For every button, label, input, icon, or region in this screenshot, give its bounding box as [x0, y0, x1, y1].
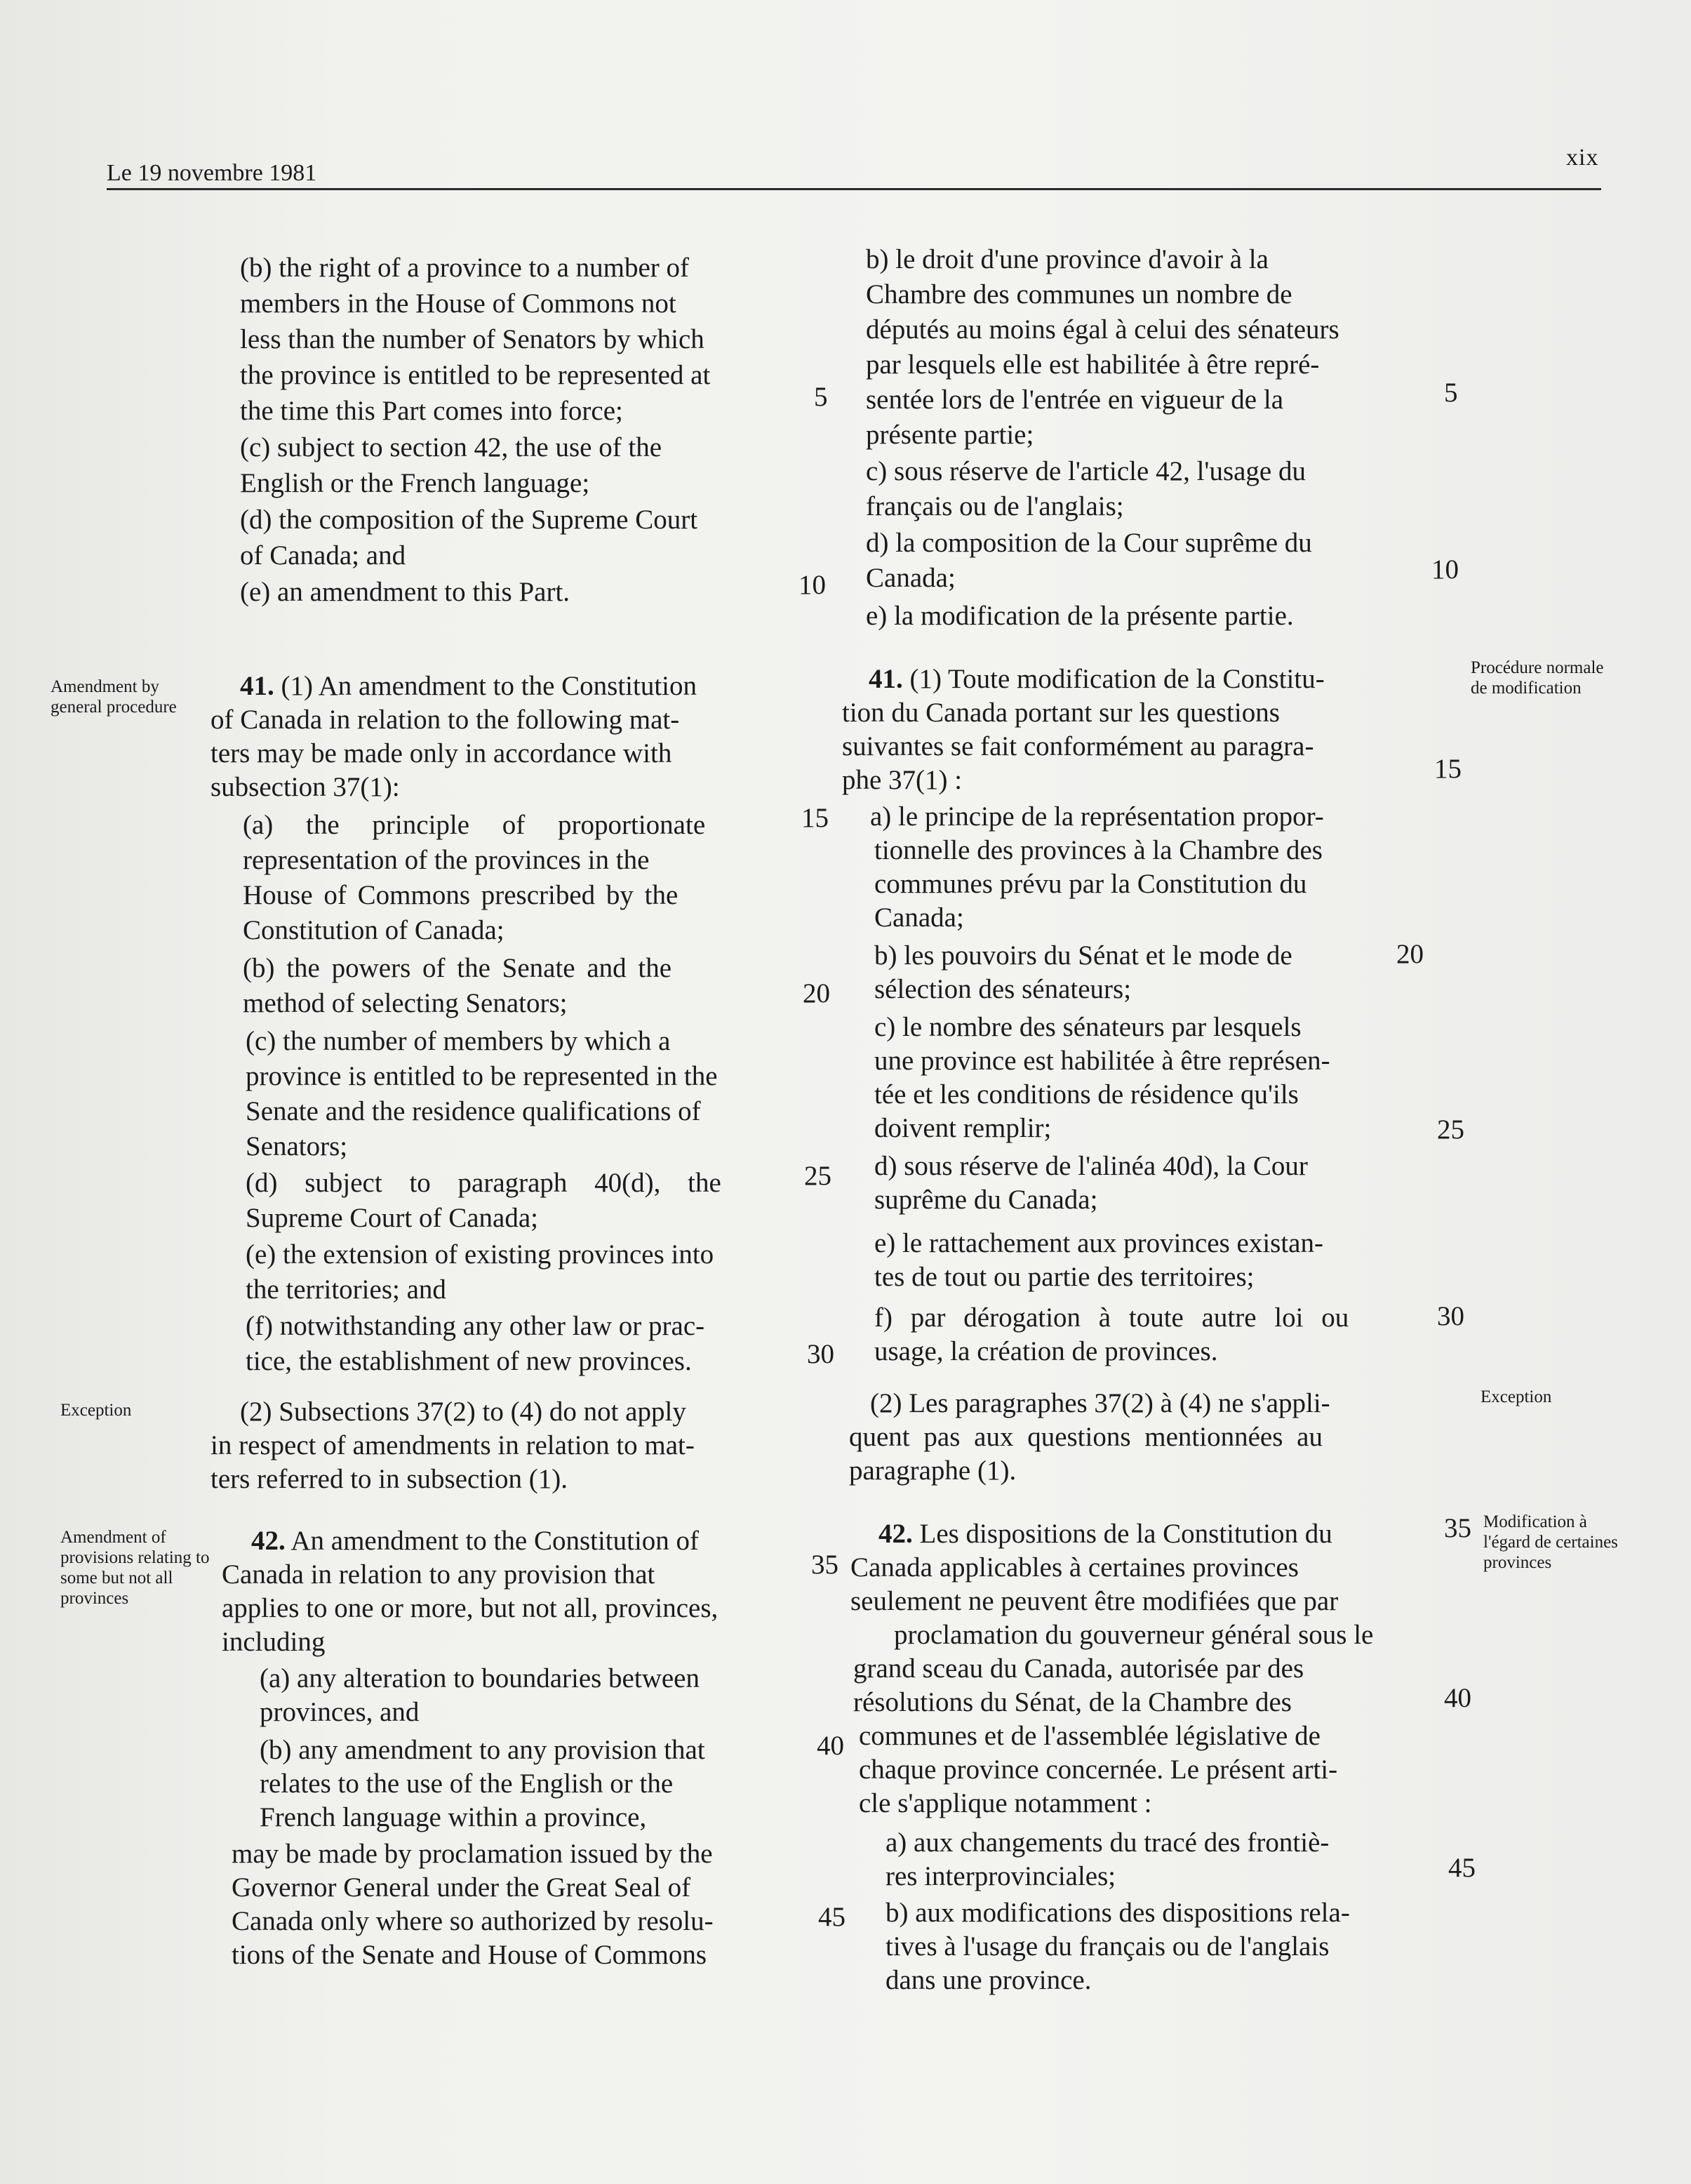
text-line: (d) the composition of the Supreme Court: [240, 505, 698, 535]
text-line: résolutions du Sénat, de la Chambre des: [853, 1687, 1292, 1717]
margin-note-some-provinces: Amendment of provisions relating to some but not all provinces: [60, 1528, 210, 1608]
text-line: members in the House of Commons not: [240, 288, 676, 319]
line-number-fr: 30: [1437, 1301, 1464, 1331]
text-line: the time this Part comes into force;: [240, 396, 623, 426]
text-line: e) la modification de la présente partie.: [866, 601, 1294, 631]
text-line: tes de tout ou partie des territoires;: [874, 1262, 1255, 1292]
text-line: (1) An amendment to the Constitution: [281, 671, 697, 701]
text-line: doivent remplir;: [874, 1113, 1052, 1143]
text-line: français ou de l'anglais;: [866, 491, 1124, 521]
text-line: suprême du Canada;: [874, 1185, 1098, 1215]
line-number-fr: 20: [1396, 939, 1424, 969]
text-line: chaque province concernée. Le présent arti-: [859, 1754, 1338, 1785]
text-line: Canada in relation to any provision that: [222, 1559, 655, 1590]
line-number-en: 35: [811, 1550, 838, 1580]
header-page-number: xix: [1566, 145, 1599, 171]
header-date: Le 19 novembre 1981: [107, 160, 317, 186]
text-line: method of selecting Senators;: [243, 988, 568, 1018]
text-line: (1) Toute modification de la Constitu-: [909, 664, 1325, 694]
line-number-fr: 5: [1444, 378, 1458, 408]
text-line: Senators;: [246, 1131, 348, 1161]
text-line: dans une province.: [885, 1965, 1092, 1995]
text-line: Senate and the residence qualifications of: [246, 1096, 701, 1126]
section-number-42: 42.: [251, 1526, 286, 1556]
text-line: (b) any amendment to any provision that: [260, 1735, 705, 1765]
text-line: présente partie;: [866, 420, 1034, 450]
text-line: seulement ne peuvent être modifiées que par: [850, 1586, 1339, 1616]
text-line: Supreme Court of Canada;: [246, 1203, 538, 1233]
section-number-42-fr: 42.: [878, 1519, 913, 1549]
text-line: in respect of amendments in relation to mat-: [210, 1430, 695, 1460]
text-line: sélection des sénateurs;: [874, 974, 1132, 1004]
text-line: tions of the Senate and House of Commons: [232, 1940, 707, 1970]
text-line: Canada only where so authorized by resolu-: [232, 1906, 714, 1936]
text-line: (e) the extension of existing provinces into: [246, 1239, 714, 1270]
text-line: sentée lors de l'entrée en vigueur de la: [866, 385, 1284, 415]
text-line: tion du Canada portant sur les questions: [842, 698, 1280, 728]
text-line: (c) the number of members by which a: [246, 1026, 671, 1056]
line-number-en: 45: [818, 1902, 845, 1932]
text-line: tives à l'usage du français ou de l'anglais: [885, 1931, 1330, 1962]
text-line: d) la composition de la Cour suprême du: [866, 528, 1312, 558]
text-line: proclamation du gouverneur général sous le: [894, 1620, 1374, 1650]
text-line: députés au moins égal à celui des sénateurs: [866, 314, 1339, 345]
text-line: a) aux changements du tracé des frontiè-: [885, 1827, 1330, 1858]
margin-note-exception-fr: Exception: [1481, 1387, 1552, 1406]
text-line: provinces, and: [260, 1697, 420, 1727]
text-line: d) sous réserve de l'alinéa 40d), la Cour: [874, 1151, 1308, 1181]
text-line: (2) Les paragraphes 37(2) à (4) ne s'appli-: [870, 1388, 1330, 1418]
text-line: French language within a province,: [260, 1802, 647, 1832]
margin-note-exception: Exception: [60, 1401, 132, 1420]
text-line: tée et les conditions de résidence qu'ils: [874, 1079, 1299, 1110]
line-number-fr: 10: [1431, 554, 1459, 585]
text-line: (f) notwithstanding any other law or prac-: [246, 1311, 705, 1341]
text-line: usage, la création de provinces.: [874, 1336, 1218, 1366]
text-line: of Canada in relation to the following mat-: [210, 705, 680, 735]
margin-note-certaines-provinces: Modification à l'égard de certaines provinces: [1483, 1512, 1618, 1572]
line-number-fr: 15: [1434, 754, 1462, 784]
text-line: c) le nombre des sénateurs par lesquels: [874, 1012, 1302, 1042]
text-line: suivantes se fait conformément au paragra-: [842, 731, 1314, 761]
text-line: une province est habilitée à être représen-: [874, 1046, 1330, 1076]
text-line: cle s'applique notamment :: [859, 1788, 1152, 1818]
text-line: the province is entitled to be represented at: [240, 360, 711, 390]
text-line: e) le rattachement aux provinces existan-: [874, 1228, 1323, 1258]
text-line: par lesquels elle est habilitée à être repré-: [866, 349, 1320, 380]
text-line: ters referred to in subsection (1).: [210, 1464, 568, 1494]
text-line: English or the French language;: [240, 468, 590, 498]
text-line: the territories; and: [246, 1274, 446, 1305]
text-line: f) par dérogation à toute autre loi ou: [874, 1303, 1349, 1333]
line-number-en: 40: [817, 1731, 844, 1761]
margin-note-general-procedure: Amendment by general procedure: [51, 677, 177, 717]
text-line: (a) any alteration to boundaries between: [260, 1663, 700, 1693]
text-line: res interprovinciales;: [885, 1861, 1116, 1891]
line-number-en: 30: [807, 1339, 834, 1369]
line-number-fr: 25: [1437, 1114, 1464, 1145]
line-number-en: 15: [801, 803, 829, 833]
text-line: Les dispositions de la Constitution du: [919, 1519, 1332, 1549]
text-line: a) le principe de la représentation propor-: [870, 801, 1324, 832]
line-number-en: 5: [814, 382, 828, 412]
text-line: may be made by proclamation issued by the: [232, 1839, 713, 1869]
text-line: Constitution of Canada;: [243, 915, 504, 945]
text-line: Canada;: [866, 563, 956, 593]
text-line: including: [222, 1627, 326, 1657]
text-line: House of Commons prescribed by the: [243, 880, 679, 910]
line-number-en: 25: [804, 1161, 831, 1191]
line-number-en: 10: [798, 570, 826, 600]
text-line: Canada;: [874, 903, 964, 933]
text-line: quent pas aux questions mentionnées au: [849, 1422, 1323, 1452]
text-line: grand sceau du Canada, autorisée par des: [853, 1653, 1304, 1684]
text-line: (b) the powers of the Senate and the: [243, 953, 672, 983]
text-line: b) aux modifications des dispositions rela-: [885, 1898, 1350, 1928]
text-line: phe 37(1) :: [842, 765, 963, 795]
line-number-fr: 35: [1444, 1513, 1471, 1543]
text-line: relates to the use of the English or the: [260, 1769, 674, 1799]
text-line: of Canada; and: [240, 540, 406, 571]
text-line: An amendment to the Constitution of: [290, 1526, 700, 1556]
text-line: Canada applicables à certaines provinces: [850, 1552, 1299, 1583]
text-line: (a) the principle of proportionate: [243, 810, 706, 840]
text-line: (d) subject to paragraph 40(d), the: [246, 1168, 721, 1198]
section-number-41: 41.: [240, 671, 274, 701]
text-line: ters may be made only in accordance with: [210, 738, 672, 768]
text-line: province is entitled to be represented in the: [246, 1061, 718, 1091]
margin-note-procedure-normale: Procédure normale de modification: [1471, 658, 1604, 698]
text-line: b) le droit d'une province d'avoir à la: [866, 244, 1269, 274]
text-line: applies to one or more, but not all, provinces,: [222, 1593, 718, 1623]
text-line: tionnelle des provinces à la Chambre des: [874, 835, 1323, 865]
text-line: (b) the right of a province to a number of: [240, 253, 690, 283]
line-number-fr: 40: [1444, 1683, 1471, 1713]
text-line: paragraphe (1).: [849, 1456, 1017, 1486]
text-line: subsection 37(1):: [210, 772, 400, 802]
line-number-en: 20: [803, 978, 830, 1008]
line-number-fr: 45: [1448, 1853, 1476, 1883]
section-number-41-fr: 41.: [869, 664, 903, 694]
text-line: representation of the provinces in the: [243, 845, 650, 875]
text-line: (2) Subsections 37(2) to (4) do not apply: [240, 1397, 686, 1427]
text-line: tice, the establishment of new provinces.: [246, 1346, 692, 1376]
text-line: less than the number of Senators by which: [240, 324, 704, 354]
text-line: b) les pouvoirs du Sénat et le mode de: [874, 940, 1292, 971]
header-rule: [107, 188, 1601, 190]
text-line: communes et de l'assemblée législative de: [859, 1721, 1321, 1751]
text-line: communes prévu par la Constitution du: [874, 869, 1307, 899]
text-line: (e) an amendment to this Part.: [240, 577, 570, 607]
text-line: Governor General under the Great Seal of: [232, 1872, 691, 1903]
text-line: (c) subject to section 42, the use of the: [240, 432, 662, 462]
text-line: c) sous réserve de l'article 42, l'usage du: [866, 456, 1306, 486]
text-line: Chambre des communes un nombre de: [866, 279, 1292, 309]
